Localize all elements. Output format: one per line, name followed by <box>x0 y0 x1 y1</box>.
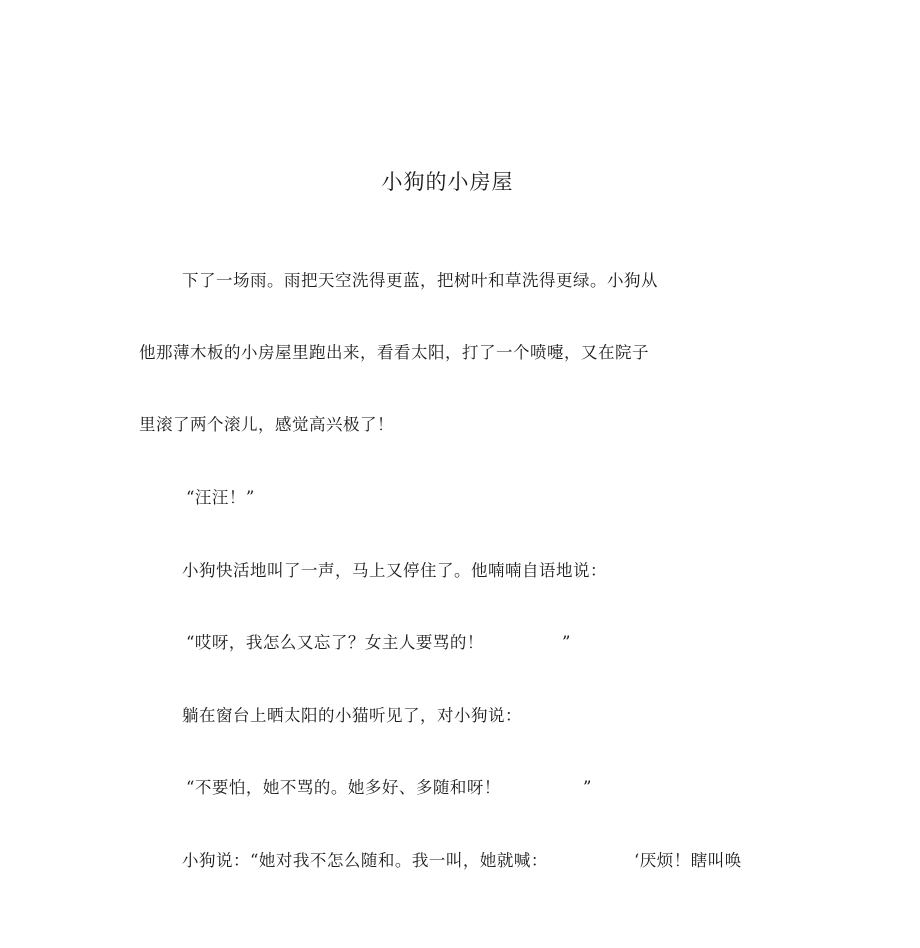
paragraph-line-3: 里滚了两个滚儿，感觉高兴极了！ <box>139 415 394 434</box>
paragraph-line-dog-reply: 小狗说：“她对我不怎么随和。我一叫，她就喊： <box>182 851 548 870</box>
paragraph-line-1: 下了一场雨。雨把天空洗得更蓝，把树叶和草洗得更绿。小狗从 <box>182 271 658 290</box>
dialogue-line-bark: “汪汪！” <box>186 488 255 507</box>
paragraph-line-dog-reply-quote: ‘厌烦！瞎叫唤 <box>634 851 742 870</box>
dialogue-close-quote-2: ” <box>583 778 592 797</box>
dialogue-close-quote-1: ” <box>562 633 571 652</box>
paragraph-line-2: 他那薄木板的小房屋里跑出来，看看太阳，打了一个喷嚏，又在院子 <box>139 343 649 362</box>
dialogue-line-cat: “不要怕，她不骂的。她多好、多随和呀！ <box>186 778 501 797</box>
dialogue-line-dog-worry: “哎呀，我怎么又忘了？女主人要骂的！ <box>186 633 484 652</box>
document-title: 小狗的小房屋 <box>381 170 514 194</box>
paragraph-line-dog-mutter: 小狗快活地叫了一声，马上又停住了。他喃喃自语地说： <box>182 561 607 580</box>
paragraph-line-cat: 躺在窗台上晒太阳的小猫听见了，对小狗说： <box>182 706 522 725</box>
